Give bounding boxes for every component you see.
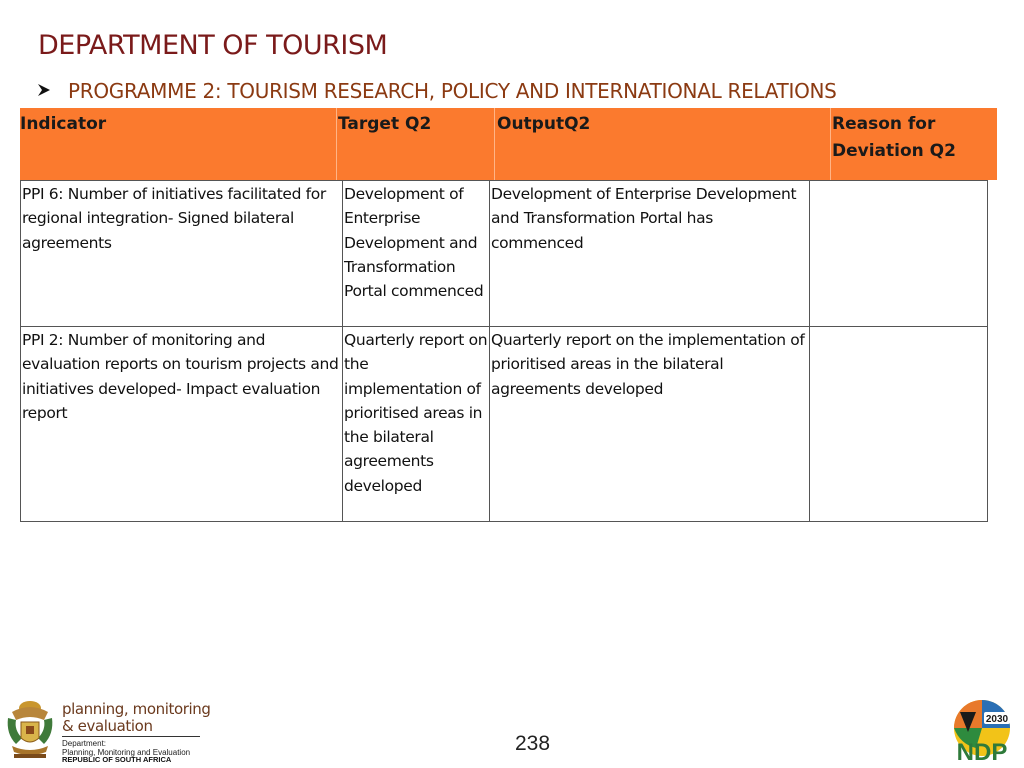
indicators-table xyxy=(20,180,988,522)
column-header-target: Target Q2 xyxy=(338,114,432,134)
arrowhead-bullet-icon xyxy=(38,84,50,96)
pme-logo-divider xyxy=(62,736,200,737)
column-header-output: OutputQ2 xyxy=(497,114,591,134)
column-header-reason: Reason for Deviation Q2 xyxy=(832,114,956,161)
cell-reason xyxy=(810,327,988,522)
table-row xyxy=(21,327,988,522)
ndp-2030-logo-icon xyxy=(946,698,1018,764)
programme-heading-text: PROGRAMME 2: TOURISM RESEARCH, POLICY AND INTERNATIONAL RELATIONS xyxy=(68,79,837,103)
cell-output: Quarterly report on the implementation of prioritised areas in the bilateral agreements developed xyxy=(490,327,810,522)
ndp-year-text: 2030 xyxy=(985,714,1009,725)
header-divider xyxy=(336,108,337,180)
pme-dept-line1: Department: xyxy=(62,739,107,748)
ndp-text: NDP xyxy=(956,739,1008,764)
coat-of-arms-icon xyxy=(4,698,56,764)
header-divider xyxy=(830,108,831,180)
pme-logo-line2: & evaluation xyxy=(62,717,153,735)
page-number: 238 xyxy=(515,732,551,755)
table-header xyxy=(20,108,997,180)
programme-heading xyxy=(38,79,837,103)
cell-target: Quarterly report on the implementation of prioritised areas in the bilateral agreements developed xyxy=(343,327,490,522)
pme-logo-line1: planning, monitoring xyxy=(62,700,211,718)
table-row xyxy=(21,181,988,327)
cell-indicator: PPI 6: Number of initiatives facilitated for regional integration- Signed bilateral agreements xyxy=(21,181,343,327)
pme-country-label: REPUBLIC OF SOUTH AFRICA xyxy=(62,755,172,764)
cell-target: Development of Enterprise Development and Transformation Portal commenced xyxy=(343,181,490,327)
pme-dept-line2: Planning, Monitoring and Evaluation xyxy=(62,748,191,757)
header-divider xyxy=(494,108,495,180)
cell-indicator: PPI 2: Number of monitoring and evaluation reports on tourism projects and initiatives developed- Impact evaluation report xyxy=(21,327,343,522)
pme-logo xyxy=(4,698,211,764)
column-header-indicator: Indicator xyxy=(20,114,107,134)
cell-output: Development of Enterprise Development and Transformation Portal has commenced xyxy=(490,181,810,327)
page-title: DEPARTMENT OF TOURISM xyxy=(38,30,388,61)
cell-reason xyxy=(810,181,988,327)
